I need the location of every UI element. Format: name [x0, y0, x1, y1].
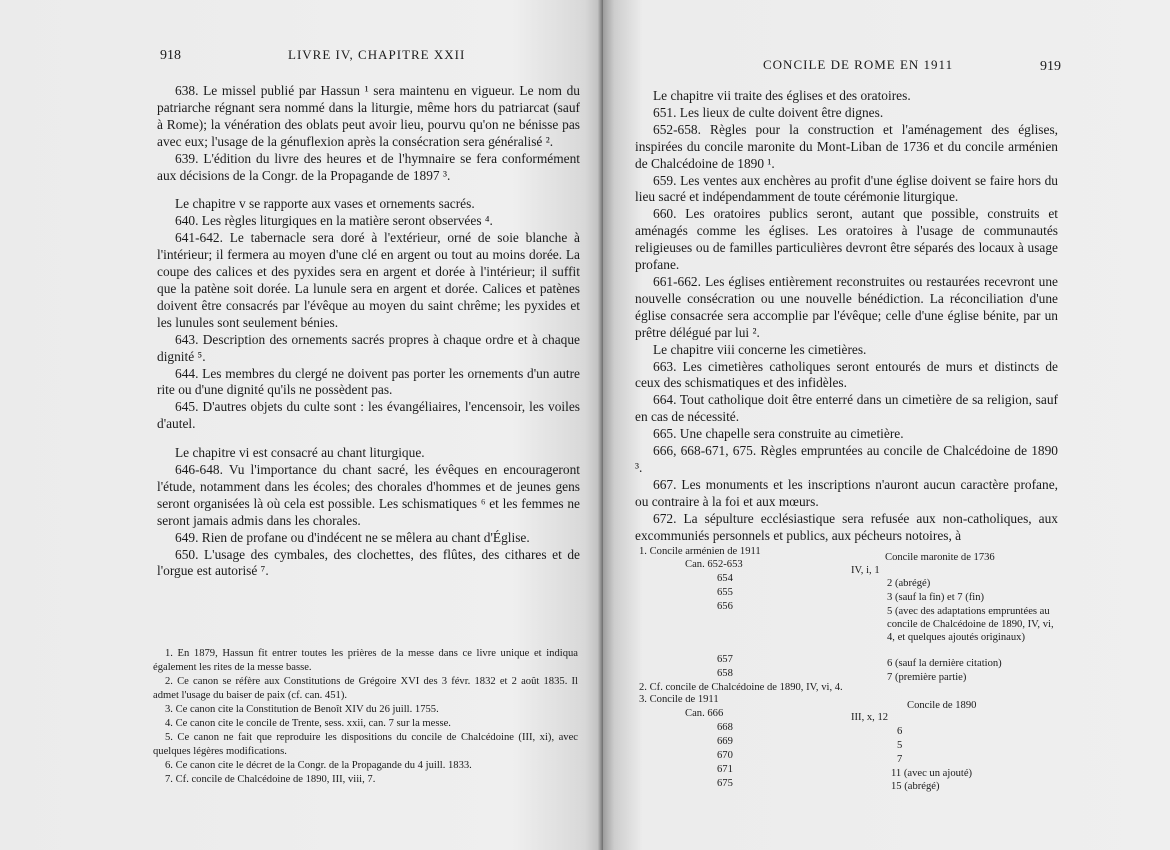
paragraph: 646-648. Vu l'importance du chant sacré, les évêques en encourageront l'étude, notamment dans les écoles; des chorales d'hommes et de jeunes gens seront organisées là où cela est possible. Les schismatiques ⁶ et les femmes ne seront jamais admis dans les chorales.: [157, 462, 580, 528]
footnote-canon-number: 656: [717, 601, 733, 612]
footnote-canon: Can. 652-653: [685, 559, 743, 570]
paragraph: 645. D'autres objets du culte sont : les évangéliaires, l'encensoir, les voiles d'autel.: [157, 399, 580, 432]
paragraph: 664. Tout catholique doit être enterré dans un cimetière de sa religion, sauf en cas de nécessité.: [635, 392, 1058, 425]
footnote-canon-number: 654: [717, 573, 733, 584]
footnote-correspondence: 2 (abrégé): [887, 578, 931, 589]
footnote-canon-number: 657: [717, 654, 733, 665]
footnote-canon: Can. 666: [685, 708, 724, 719]
footnote-reference: III, x, 12: [851, 712, 889, 723]
paragraph: 667. Les monuments et les inscriptions n'auront aucun caractère profane, ou contraire à la foi et aux mœurs.: [635, 476, 1058, 509]
paragraph: 639. L'édition du livre des heures et de l'hymnaire se fera conformément aux décisions de la Congr. de la Propagande de 1897 ³.: [157, 150, 580, 183]
footnote: 1. En 1879, Hassun fit entrer toutes les prières de la messe dans ce livre unique et indiqua également les rites de la messe basse.: [153, 648, 578, 673]
footnote: 4. Ce canon cite le concile de Trente, sess. xxii, can. 7 sur la messe.: [165, 718, 451, 729]
right-page: [603, 0, 1170, 850]
footnote-heading: 3. Concile de 1911: [639, 694, 719, 705]
footnote-canon-number: 669: [717, 736, 733, 747]
footnote-correspondence: 15 (abrégé): [891, 781, 940, 792]
paragraph: 651. Les lieux de culte doivent être dignes.: [653, 104, 884, 120]
right-running-head: CONCILE DE ROME EN 1911: [763, 57, 954, 72]
paragraph: 659. Les ventes aux enchères au profit d'une église doivent se faire hors du lieu sacré et indépendamment de toute cérémonie liturgique.: [635, 172, 1058, 205]
paragraph: 660. Les oratoires publics seront, autant que possible, construits et aménagés comme les églises. Les oratoires à l'usage de communautés religieuses ou de familles particulières devront être séparés des locaux à usage profane.: [635, 206, 1058, 273]
footnote-correspondence: 7: [897, 754, 903, 765]
paragraph: 672. La sépulture ecclésiastique sera refusée aux non-catholiques, aux excommuniés personnels et publics, aux pécheurs notoires, à: [635, 510, 1058, 543]
footnote-correspondence: 7 (première partie): [887, 672, 967, 683]
paragraph: 640. Les règles liturgiques en la matière seront observées ⁴.: [175, 213, 493, 229]
footnote-correspondence: 5: [897, 740, 903, 751]
footnote-column-head: Concile maronite de 1736: [885, 552, 995, 563]
paragraph: Le chapitre viii concerne les cimetières.: [653, 341, 867, 357]
paragraph: 666, 668-671, 675. Règles empruntées au concile de Chalcédoine de 1890 ³.: [635, 443, 1058, 475]
right-footnote-table: [639, 546, 1069, 796]
right-body-text: [635, 88, 1058, 544]
footnote-canon-number: 658: [717, 668, 733, 679]
paragraph: 650. L'usage des cymbales, des clochettes, des flûtes, des cithares et de l'orgue est autorisé ⁷.: [157, 546, 580, 579]
footnote-correspondence: 5 (avec des adaptations empruntées au concile de Chalcédoine de 1890, IV, vi, 4, et quelques ajoutés originaux): [887, 606, 1054, 643]
footnote: 3. Ce canon cite la Constitution de Benoît XIV du 26 juill. 1755.: [165, 704, 439, 715]
paragraph: 652-658. Règles pour la construction et l'aménagement des églises, inspirées du concile maronite du Mont-Liban de 1736 et du concile arménien de Chalcédoine de 1890 ¹.: [635, 121, 1058, 171]
left-body-text: [157, 83, 580, 580]
paragraph: 644. Les membres du clergé ne doivent pas porter les ornements d'un autre rite ou d'une dignité qu'ils ne possèdent pas.: [157, 365, 580, 398]
footnote: 5. Ce canon ne fait que reproduire les dispositions du concile de Chalcédoine (III, xi), avec quelques légères modifications.: [153, 732, 578, 757]
paragraph: 663. Les cimetières catholiques seront entourés de murs et distincts de ceux des schismatiques et des infidèles.: [635, 358, 1058, 391]
footnote-correspondence: 11 (avec un ajouté): [891, 768, 973, 779]
footnote-correspondence: 6 (sauf la dernière citation): [887, 658, 1002, 669]
footnote: 7. Cf. concile de Chalcédoine de 1890, III, viii, 7.: [165, 774, 376, 785]
paragraph: 661-662. Les églises entièrement reconstruites ou restaurées recevront une nouvelle consécration ou une nouvelle bénédiction. La réconciliation d'une église consacrée sera accomplie par l'évêque; celle d'une église bénite, par un prêtre délégué par lui ².: [635, 273, 1058, 340]
footnote-column-head: Concile de 1890: [907, 700, 977, 711]
footnote-canon-number: 671: [717, 764, 733, 775]
footnote: 6. Ce canon cite le décret de la Congr. de la Propagande du 4 juill. 1833.: [165, 760, 472, 771]
paragraph: 638. Le missel publié par Hassun ¹ sera maintenu en vigueur. Le nom du patriarche régnant sera nommé dans la liturgie, même hors du patriarcat (sauf à Rome); la vénération des oblats peut avoir lieu, pourvu qu'on ne bénisse pas avec eux; l'usage de la génuflexion après la consécration sera généralisé ².: [157, 83, 580, 149]
paragraph: Le chapitre v se rapporte aux vases et ornements sacrés.: [175, 196, 475, 212]
paragraph: 643. Description des ornements sacrés propres à chaque ordre et à chaque dignité ⁵.: [157, 331, 580, 364]
footnote-correspondence: 6: [897, 726, 903, 737]
paragraph: 665. Une chapelle sera construite au cimetière.: [653, 426, 904, 442]
paragraph: Le chapitre vii traite des églises et des oratoires.: [653, 88, 911, 103]
paragraph: 649. Rien de profane ou d'indécent ne se mêlera au chant d'Église.: [175, 529, 530, 545]
footnote-heading: 2. Cf. concile de Chalcédoine de 1890, IV, vi, 4.: [639, 682, 843, 693]
left-page-number: 918: [160, 48, 181, 63]
footnote-heading: 1. Concile arménien de 1911: [639, 546, 761, 557]
footnote-canon-number: 655: [717, 587, 733, 598]
footnote: 2. Ce canon se réfère aux Constitutions de Grégoire XVI des 3 févr. 1832 et 2 août 1835. Il admet l'usage du baiser de paix (cf. can. 451).: [153, 676, 578, 701]
footnote-reference: IV, i, 1: [851, 565, 880, 576]
paragraph: Le chapitre vi est consacré au chant liturgique.: [175, 445, 425, 461]
footnote-canon-number: 668: [717, 722, 733, 733]
footnote-correspondence: 3 (sauf la fin) et 7 (fin): [887, 592, 985, 603]
right-page-number: 919: [1040, 59, 1061, 74]
left-footnotes: [153, 647, 578, 787]
footnote-canon-number: 670: [717, 750, 733, 761]
paragraph: 641-642. Le tabernacle sera doré à l'extérieur, orné de soie blanche à l'intérieur; il fermera au moyen d'une clé en argent ou tout au moins dorée. La coupe des calices et des pyxides sera en argent et dorée à l'intérieur; il suffit que la patène soit dorée. La lunule sera en argent et dorée. Calices et patènes doivent être consacrés par l'évêque au moyen du saint chrême; les pyxides et les lunules sont seulement bénies.: [157, 230, 580, 330]
footnote-canon-number: 675: [717, 778, 733, 789]
left-running-head: LIVRE IV, CHAPITRE XXII: [288, 47, 466, 62]
